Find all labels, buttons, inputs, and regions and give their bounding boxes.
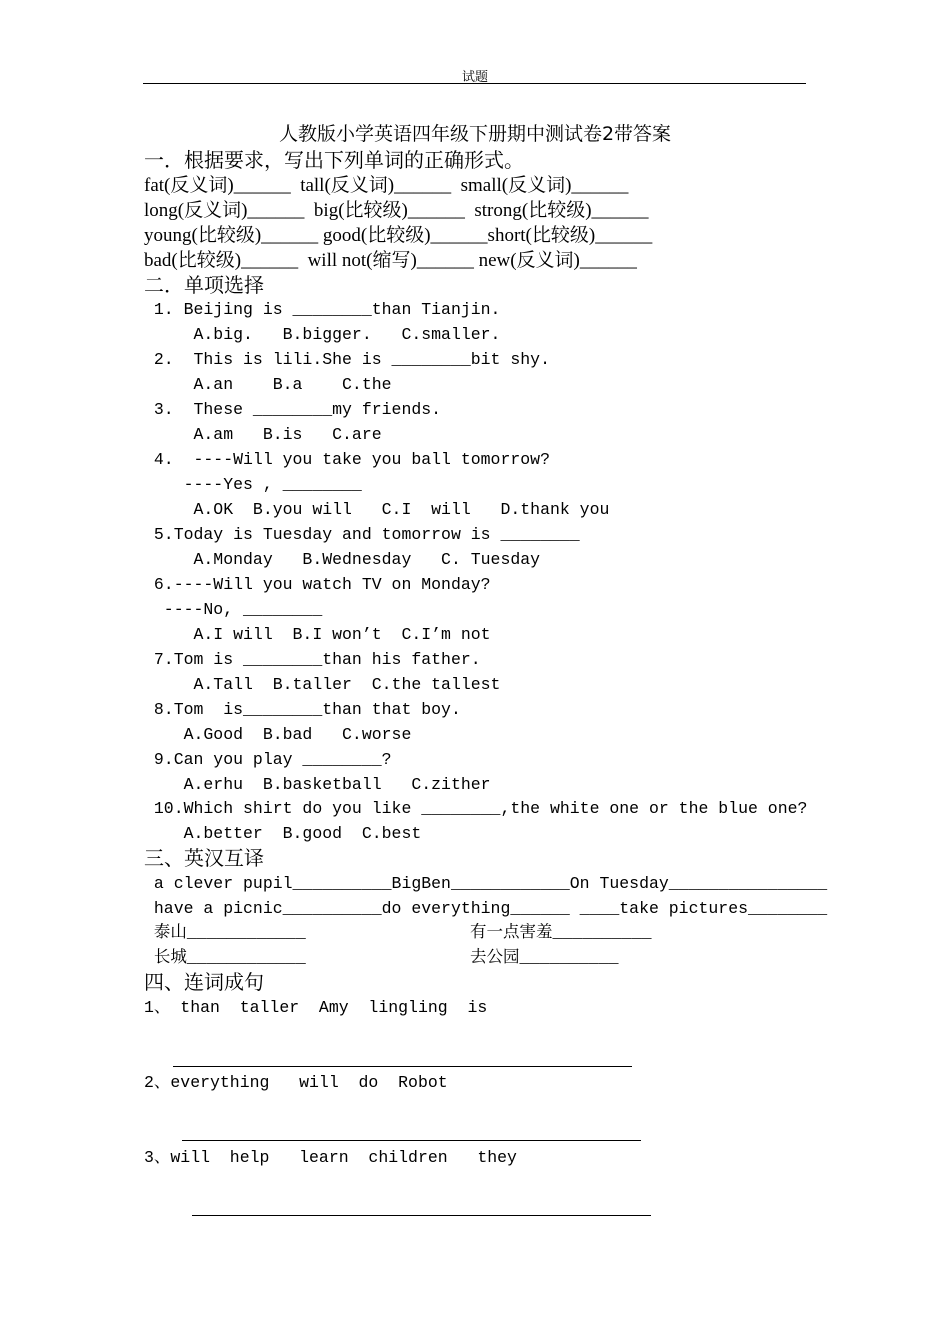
question-line: 9.Can you play ________? <box>144 750 392 769</box>
document-title: 人教版小学英语四年级下册期中测试卷2带答案 <box>278 123 672 145</box>
question-line: 8.Tom is________than that boy. <box>144 700 461 719</box>
section1-heading: 一．根据要求，写出下列单词的正确形式。 <box>144 148 524 172</box>
section1-row: bad(比较级)______ will not(缩写)______ new(反义词)______ <box>144 250 637 271</box>
section1-row: young(比较级)______ good(比较级)______short(比较级)______ <box>144 225 653 246</box>
question-line: ----No, ________ <box>144 600 323 619</box>
options-line: A.erhu B.basketball C.zither <box>144 775 491 794</box>
section1-row: fat(反义词)______ tall(反义词)______ small(反义词)______ <box>144 175 629 196</box>
question-line: 6.----Will you watch TV on Monday? <box>144 575 491 594</box>
translation-item: 去公园__________ <box>470 948 619 967</box>
sentence-item: 2、everything will do Robot <box>144 1073 448 1092</box>
options-line: A.Monday B.Wednesday C. Tuesday <box>144 550 541 569</box>
translation-item: 长城____________ <box>144 948 306 967</box>
header-rule <box>143 83 806 84</box>
answer-line <box>173 1066 632 1067</box>
options-line: A.an B.a C.the <box>144 375 392 394</box>
options-line: A.I will B.I won’t C.I’m not <box>144 625 491 644</box>
translation-line: have a picnic__________do everything______ ____take pictures________ <box>144 899 828 918</box>
section3-heading: 三、英汉互译 <box>144 846 264 870</box>
page-header: 试题 <box>461 70 488 85</box>
question-line: 1. Beijing is ________than Tianjin. <box>144 300 501 319</box>
section1-row: long(反义词)______ big(比较级)______ strong(比较级)______ <box>144 200 649 221</box>
section4-heading: 四、连词成句 <box>144 970 264 994</box>
options-line: A.Good B.bad C.worse <box>144 725 412 744</box>
answer-line <box>192 1215 651 1216</box>
translation-line: a clever pupil__________BigBen____________On Tuesday________________ <box>144 874 828 893</box>
answer-line <box>182 1140 641 1141</box>
question-line: 2. This is lili.She is ________bit shy. <box>144 350 550 369</box>
question-line: 3. These ________my friends. <box>144 400 442 419</box>
sentence-item: 1、 than taller Amy lingling is <box>144 998 488 1017</box>
options-line: A.Tall B.taller C.the tallest <box>144 675 501 694</box>
question-line: ----Yes , ________ <box>144 475 362 494</box>
options-line: A.big. B.bigger. C.smaller. <box>144 325 501 344</box>
translation-item: 有一点害羞__________ <box>470 923 652 942</box>
sentence-item: 3、will help learn children they <box>144 1148 517 1167</box>
options-line: A.am B.is C.are <box>144 425 382 444</box>
question-line: 4. ----Will you take you ball tomorrow? <box>144 450 550 469</box>
question-line: 7.Tom is ________than his father. <box>144 650 481 669</box>
options-line: A.better B.good C.best <box>144 824 422 843</box>
question-line: 10.Which shirt do you like ________,the white one or the blue one? <box>144 799 808 818</box>
question-line: 5.Today is Tuesday and tomorrow is ________ <box>144 525 580 544</box>
options-line: A.OK B.you will C.I will D.thank you <box>144 500 610 519</box>
translation-item: 泰山____________ <box>144 923 306 942</box>
section2-heading: 二．单项选择 <box>144 273 264 297</box>
